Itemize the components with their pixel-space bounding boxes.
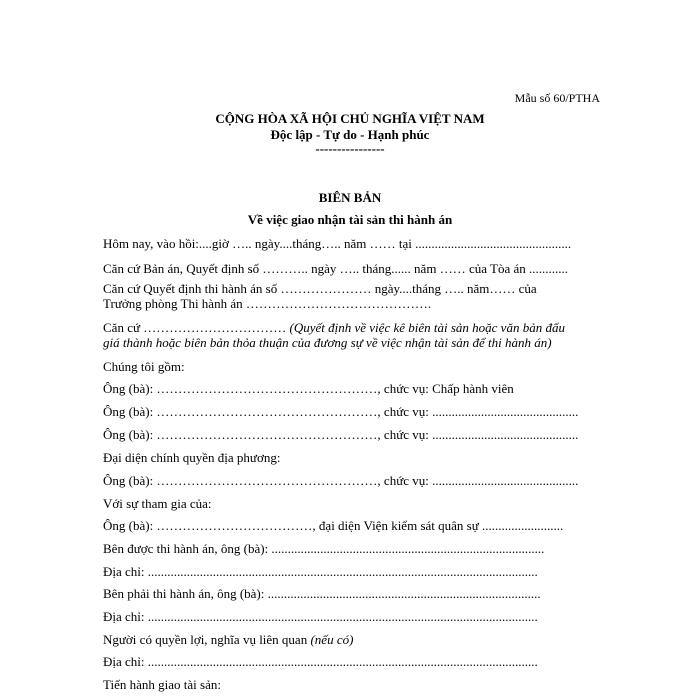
line-local-authority-heading: Đại diện chính quyền địa phương: bbox=[103, 450, 281, 465]
related-party-text: Người có quyền lợi, nghĩa vụ liên quan bbox=[103, 632, 311, 647]
other-basis-text: Căn cứ …………………………… bbox=[103, 320, 287, 335]
document-subtitle: Về việc giao nhận tài sản thi hành án bbox=[247, 212, 453, 227]
line-meeting-time: Hôm nay, vào hồi:....giờ ….. ngày....tháng….. năm …… tại ................................................ bbox=[103, 236, 572, 251]
line-member-1: Ông (bà): ……………………………………………, chức vụ: Chấp hành viên bbox=[103, 381, 514, 396]
line-asset-handover: Tiến hành giao tài sản: bbox=[103, 677, 221, 692]
motto: Độc lập - Tự do - Hạnh phúc bbox=[270, 127, 430, 142]
line-members-heading: Chúng tôi gồm: bbox=[103, 359, 185, 374]
line-judgment-debtor: Bên phải thi hành án, ông (bà): .................................................................................... bbox=[103, 586, 541, 601]
related-party-note: (nếu có) bbox=[310, 632, 354, 647]
line-local-authority-member: Ông (bà): ……………………………………………, chức vụ: ............................................. bbox=[103, 473, 579, 488]
line-judgment-creditor: Bên được thi hành án, ông (bà): .................................................................................... bbox=[103, 541, 545, 556]
line-decision-basis: Căn cứ Quyết định thi hành án số ………………… ngày....tháng ….. năm…… của bbox=[103, 281, 537, 296]
line-related-party bbox=[103, 632, 353, 647]
line-other-basis-note-cont: giá thành hoặc biên bản thỏa thuận của đương sự về việc nhận tài sản để thi hành án) bbox=[103, 335, 552, 350]
line-creditor-address: Địa chỉ: ........................................................................................................................ bbox=[103, 564, 538, 579]
line-member-3: Ông (bà): ……………………………………………, chức vụ: ............................................. bbox=[103, 427, 579, 442]
line-procuracy-rep: Ông (bà): ………………………………, đại diện Viện kiểm sát quân sự ......................... bbox=[103, 518, 564, 533]
header-separator: ---------------- bbox=[315, 141, 385, 156]
line-judgment-basis: Căn cứ Bản án, Quyết định số ……….. ngày ….. tháng...... năm …… của Tòa án ............ bbox=[103, 261, 568, 276]
form-code: Mẫu số 60/PTHA bbox=[514, 91, 600, 105]
line-member-2: Ông (bà): ……………………………………………, chức vụ: ............................................. bbox=[103, 404, 579, 419]
line-other-basis bbox=[103, 320, 565, 335]
country-header: CỘNG HÒA XÃ HỘI CHỦ NGHĨA VIỆT NAM bbox=[215, 111, 485, 126]
line-related-party-address: Địa chỉ: ........................................................................................................................ bbox=[103, 654, 538, 669]
line-participants-heading: Với sự tham gia của: bbox=[103, 496, 212, 511]
other-basis-note: (Quyết định về việc kê biên tài sản hoặc văn bản đấu bbox=[286, 320, 565, 335]
line-decision-basis-cont: Trưởng phòng Thi hành án ……………………………………. bbox=[103, 296, 432, 311]
document-title: BIÊN BẢN bbox=[318, 190, 382, 205]
line-debtor-address: Địa chỉ: ........................................................................................................................ bbox=[103, 609, 538, 624]
